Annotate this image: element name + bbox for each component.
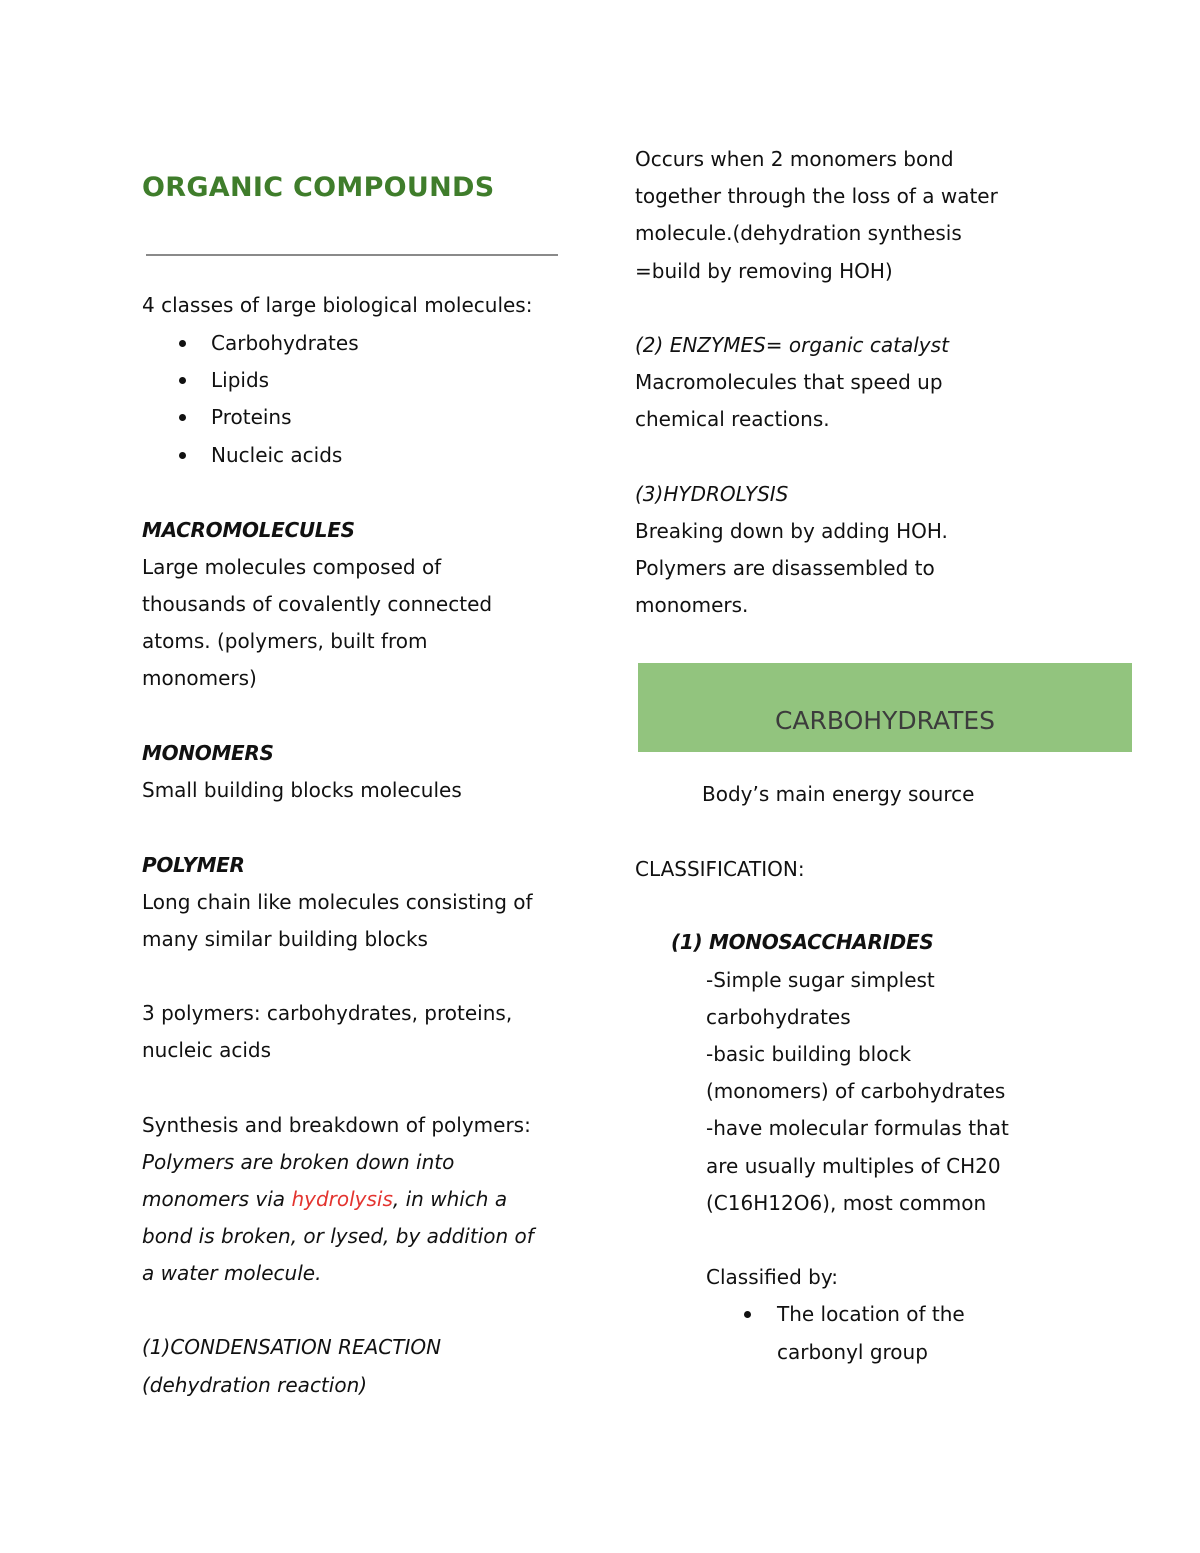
three-polymers-line: 3 polymers: carbohydrates, proteins, (142, 1001, 513, 1025)
hydrolysis-highlight: hydrolysis (291, 1187, 393, 1211)
bullet-icon (179, 377, 186, 384)
synthesis-line: a water molecule. (142, 1261, 322, 1285)
monosaccharides-line: -have molecular formulas that (706, 1116, 1009, 1140)
monosaccharides-line: -basic building block (706, 1042, 912, 1066)
energy-source-line: Body’s main energy source (702, 782, 975, 806)
list-item: Lipids (211, 368, 270, 392)
synthesis-line: Polymers are broken down into (142, 1150, 455, 1174)
monomers-line: Small building blocks molecules (142, 778, 462, 802)
monosaccharides-line: (monomers) of carbohydrates (706, 1079, 1006, 1103)
synthesis-line: bond is broken, or lysed, by addition of (142, 1224, 534, 1248)
bullet-icon (179, 340, 186, 347)
monosaccharides-line: are usually multiples of CH20 (706, 1154, 1001, 1178)
bullet-icon (744, 1311, 751, 1318)
hydrolysis-line: Polymers are disassembled to (635, 556, 935, 580)
monosaccharides-line: -Simple sugar simplest (706, 968, 935, 992)
monomers-heading: MONOMERS (142, 741, 274, 765)
hydrolysis-heading: (3)HYDROLYSIS (635, 482, 789, 506)
macromolecules-line: thousands of covalently connected (142, 592, 493, 616)
synthesis-text: monomers via (142, 1187, 292, 1211)
bullet-icon (179, 452, 186, 459)
synthesis-text: , in which a (392, 1187, 508, 1211)
synthesis-intro: Synthesis and breakdown of polymers: (142, 1113, 531, 1137)
polymer-heading: POLYMER (142, 853, 245, 877)
classification-label: CLASSIFICATION: (635, 857, 805, 881)
hydrolysis-line: monomers. (635, 593, 749, 617)
banner-title: CARBOHYDRATES (774, 706, 996, 735)
macromolecules-line: monomers) (142, 666, 257, 690)
bullet-icon (179, 414, 186, 421)
polymer-line: Long chain like molecules consisting of (142, 890, 533, 914)
enzymes-line: chemical reactions. (635, 407, 830, 431)
monosaccharides-heading: (1) MONOSACCHARIDES (671, 930, 934, 954)
enzymes-heading: (2) ENZYMES= organic catalyst (635, 333, 949, 357)
classes-intro: 4 classes of large biological molecules: (142, 293, 533, 317)
condensation-subheading: (dehydration reaction) (142, 1373, 368, 1397)
condensation-heading: (1)CONDENSATION REACTION (142, 1335, 442, 1359)
synthesis-line (142, 1185, 507, 1213)
three-polymers-line: nucleic acids (142, 1038, 272, 1062)
condensation-desc-line: molecule.(dehydration synthesis (635, 221, 962, 245)
monosaccharides-line: (C16H12O6), most common (706, 1191, 987, 1215)
classified-item: The location of the (777, 1302, 965, 1326)
hydrolysis-line: Breaking down by adding HOH. (635, 519, 948, 543)
macromolecules-line: atoms. (polymers, built from (142, 629, 428, 653)
enzymes-line: Macromolecules that speed up (635, 370, 943, 394)
page-title: ORGANIC COMPOUNDS (142, 172, 495, 203)
macromolecules-line: Large molecules composed of (142, 555, 442, 579)
condensation-desc-line: =build by removing HOH) (635, 259, 893, 283)
condensation-desc-line: together through the loss of a water (635, 184, 998, 208)
classified-by-label: Classified by: (706, 1265, 838, 1289)
classified-item: carbonyl group (777, 1340, 928, 1364)
list-item: Proteins (211, 405, 292, 429)
monosaccharides-line: carbohydrates (706, 1005, 851, 1029)
list-item: Carbohydrates (211, 331, 359, 355)
title-divider (146, 254, 558, 256)
condensation-desc-line: Occurs when 2 monomers bond (635, 147, 954, 171)
polymer-line: many similar building blocks (142, 927, 428, 951)
carbohydrates-banner (638, 663, 1132, 752)
macromolecules-heading: MACROMOLECULES (142, 518, 355, 542)
list-item: Nucleic acids (211, 443, 343, 467)
